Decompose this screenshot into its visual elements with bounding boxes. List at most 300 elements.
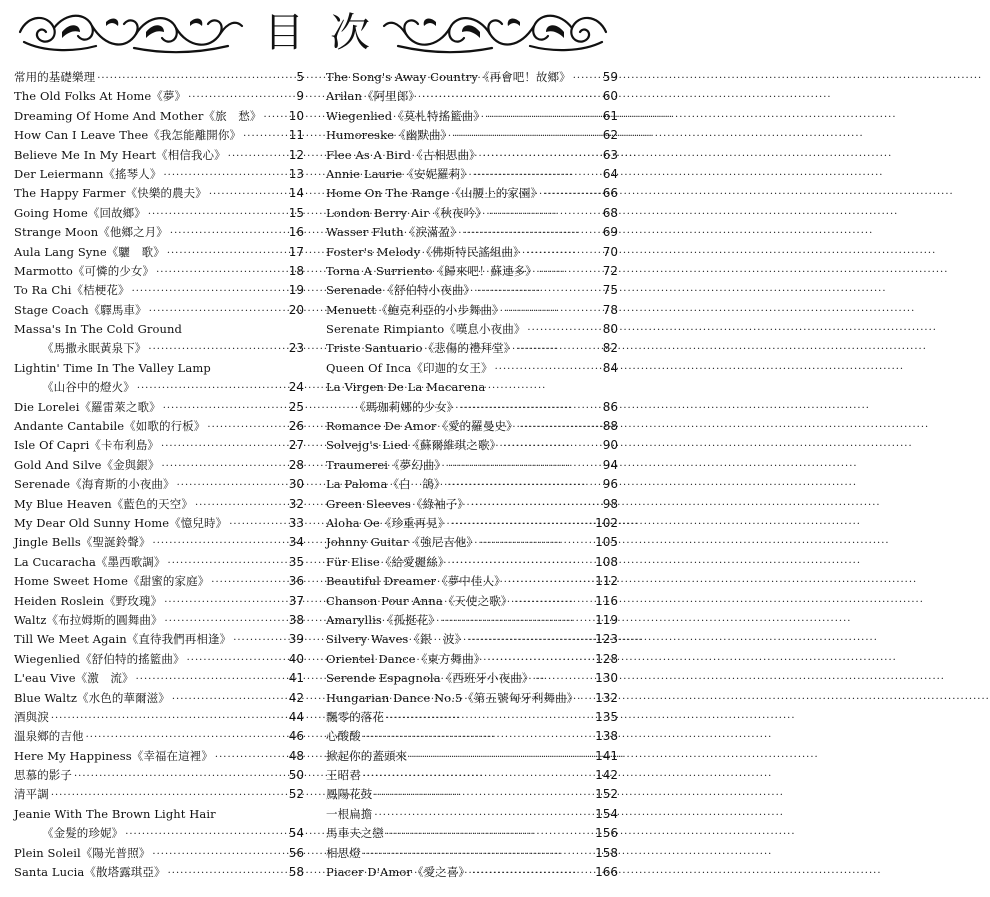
toc-entry[interactable] <box>14 165 304 184</box>
toc-entry-title: 心酸酸 <box>326 729 361 744</box>
dot-leader <box>135 379 288 398</box>
dot-leader <box>472 166 602 185</box>
toc-entry[interactable] <box>326 146 618 165</box>
toc-entry-title: La Virgen De La Macarena <box>326 380 486 395</box>
dot-leader <box>542 185 602 204</box>
dot-leader <box>458 399 602 418</box>
toc-entry[interactable] <box>326 320 618 339</box>
toc-entry-page-number: 10 <box>288 108 304 123</box>
dot-leader <box>161 399 288 418</box>
toc-entry-page-number: 78 <box>602 302 618 317</box>
toc-entry[interactable] <box>14 398 304 417</box>
toc-entry-title: Chanson Pour Anna《天使之歌》 <box>326 593 513 608</box>
toc-entry[interactable] <box>326 165 618 184</box>
toc-entry[interactable] <box>14 107 304 126</box>
dot-leader <box>446 476 603 495</box>
toc-entry[interactable] <box>14 87 304 106</box>
toc-entry-title: Green Sleeves《綠袖子》 <box>326 496 470 511</box>
toc-entry[interactable] <box>326 243 618 262</box>
dot-leader <box>186 88 288 107</box>
toc-entry-page-number: 48 <box>288 748 304 763</box>
toc-entry[interactable] <box>326 669 618 688</box>
dot-leader <box>361 728 595 747</box>
toc-entry-title: Traumerei《夢幻曲》 <box>326 457 447 472</box>
toc-entry-page-number: 152 <box>595 787 618 802</box>
dot-leader <box>470 864 595 883</box>
toc-entry[interactable] <box>14 281 304 300</box>
dot-leader <box>384 825 595 844</box>
toc-entry[interactable] <box>326 204 618 223</box>
toc-entry[interactable] <box>14 805 304 824</box>
dot-leader <box>72 767 288 786</box>
toc-entry-title: 清平調 <box>14 787 49 802</box>
toc-entry-title: L'eau Vive《激 流》 <box>14 671 134 686</box>
toc-entry-page-number: 62 <box>602 128 618 143</box>
toc-entry-title: Massa's In The Cold Ground <box>14 322 182 337</box>
toc-entry-page-number: 132 <box>595 690 618 705</box>
toc-entry-title: Going Home《回故鄉》 <box>14 205 146 220</box>
toc-entry-page-number: 88 <box>602 419 618 434</box>
toc-entry[interactable] <box>14 204 304 223</box>
toc-entry-title: Johnny Guitar《強尼吉他》 <box>326 535 479 550</box>
dot-leader <box>170 690 288 709</box>
toc-entry-title: Jeanie With The Brown Light Hair <box>14 806 216 821</box>
dot-leader <box>213 748 288 767</box>
toc-entry-title: Marmotto《可憐的少女》 <box>14 263 155 278</box>
toc-entry-title: Home On The Range《山腰上的家園》 <box>326 186 543 201</box>
toc-entry-page-number: 154 <box>595 806 618 821</box>
toc-entry-page-number: 156 <box>595 826 618 841</box>
dot-leader <box>150 845 288 864</box>
toc-entry-title: 一根扁擔 <box>326 806 373 821</box>
toc-entry[interactable] <box>326 262 618 281</box>
toc-entry[interactable] <box>326 281 618 300</box>
toc-entry[interactable] <box>14 747 304 766</box>
toc-entry-title: Der Leiermann《搖琴人》 <box>14 166 162 181</box>
toc-entry-title: Wasser Fluth《淚滿盈》 <box>326 225 462 240</box>
toc-entry-title: Hungarian Dance No.5《第五號匈牙利舞曲》 <box>326 690 579 705</box>
toc-entry-page-number: 34 <box>288 535 304 550</box>
dot-leader <box>49 786 288 805</box>
toc-entry-page-number: 28 <box>288 457 304 472</box>
dot-leader <box>175 476 288 495</box>
dot-leader <box>493 360 602 379</box>
toc-entry[interactable] <box>326 708 618 727</box>
dot-leader <box>512 593 595 612</box>
toc-entry-title: To Ra Chi《桔梗花》 <box>14 283 130 298</box>
toc-entry-title: Beautiful Dreamer《夢中佳人》 <box>326 574 506 589</box>
toc-entry-page-number: 46 <box>288 729 304 744</box>
dot-leader <box>504 302 602 321</box>
toc-entry[interactable] <box>14 669 304 688</box>
toc-entry[interactable] <box>326 68 618 87</box>
toc-entry[interactable] <box>326 359 618 378</box>
toc-entry-page-number: 18 <box>288 263 304 278</box>
toc-entry[interactable] <box>326 611 618 630</box>
toc-entry-title: Torna A Surriento《歸來吧！蘇連多》 <box>326 263 537 278</box>
dot-leader <box>146 340 288 359</box>
dot-leader <box>446 457 602 476</box>
toc-entry-page-number: 135 <box>595 709 618 724</box>
dot-leader <box>452 127 602 146</box>
toc-entry-title: 鳳陽花鼓 <box>326 787 373 802</box>
toc-entry-title: Plein Soleil《陽光普照》 <box>14 845 151 860</box>
toc-title-char-1: 目 <box>264 10 304 56</box>
dot-leader <box>525 244 602 263</box>
toc-entry-title: Flee As A Bird《古相思曲》 <box>326 147 481 162</box>
toc-entry[interactable] <box>14 689 304 708</box>
toc-entry[interactable] <box>14 68 304 87</box>
toc-entry[interactable] <box>14 301 304 320</box>
toc-entry[interactable] <box>14 824 304 843</box>
dot-leader <box>372 806 595 825</box>
dot-leader <box>161 166 288 185</box>
toc-entry[interactable] <box>326 87 618 106</box>
toc-entry-page-number: 66 <box>602 186 618 201</box>
toc-entry-title: Aloha Oe《珍重再見》 <box>326 515 450 530</box>
toc-entry-page-number: 69 <box>602 225 618 240</box>
toc-entry-page-number: 61 <box>602 108 618 123</box>
toc-entry-page-number: 56 <box>288 845 304 860</box>
toc-entry-title: 《馬撒永眠黃泉下》 <box>42 341 147 356</box>
dot-leader <box>515 340 602 359</box>
toc-entry-title: Aula Lang Syne《驪 歌》 <box>14 244 165 259</box>
toc-entry[interactable] <box>326 805 618 824</box>
toc-entry-title: Annie Laurie《安妮羅莉》 <box>326 166 472 181</box>
toc-entry-page-number: 12 <box>288 147 304 162</box>
toc-entry[interactable] <box>14 727 304 746</box>
toc-entry-title: 常用的基礎樂理 <box>14 70 96 84</box>
toc-entry-page-number: 26 <box>288 419 304 434</box>
toc-entry[interactable] <box>14 708 304 727</box>
toc-entry-page-number: 68 <box>602 205 618 220</box>
dot-leader <box>241 127 288 146</box>
toc-entry[interactable] <box>14 863 304 882</box>
dot-leader <box>440 612 595 631</box>
dot-leader <box>481 147 602 166</box>
toc-entry-title: London Berry Air《秋夜吟》 <box>326 205 487 220</box>
dot-leader <box>262 108 288 127</box>
dot-leader <box>533 670 595 689</box>
toc-entry-title: Serende Espagnola《西班牙小夜曲》 <box>326 671 534 686</box>
dot-leader <box>130 282 288 301</box>
toc-entry[interactable] <box>326 824 618 843</box>
toc-title-char-2: 次 <box>330 10 370 56</box>
toc-entry-title: Blue Waltz《水色的華爾滋》 <box>14 690 170 705</box>
dot-leader <box>185 651 288 670</box>
dot-leader <box>231 631 288 650</box>
toc-entry-page-number: 38 <box>288 612 304 627</box>
toc-entry-page-number: 52 <box>288 787 304 802</box>
toc-entry-title: The Old Folks At Home《夢》 <box>14 89 187 104</box>
toc-entry[interactable] <box>14 592 304 611</box>
toc-entry[interactable] <box>14 126 304 145</box>
toc-entry[interactable] <box>326 514 618 533</box>
toc-entry-page-number: 138 <box>595 729 618 744</box>
toc-entry[interactable] <box>14 785 304 804</box>
toc-entry-title: 酒與淚 <box>14 709 49 724</box>
toc-entry[interactable] <box>326 398 618 417</box>
toc-entry-title: 《金髮的珍妮》 <box>42 826 124 841</box>
toc-entry-page-number: 72 <box>602 263 618 278</box>
scroll-ornament-right <box>380 8 612 56</box>
toc-entry[interactable] <box>326 689 618 708</box>
toc-entry-title: Lightin' Time In The Valley Lamp <box>14 360 211 375</box>
toc-entry-page-number: 37 <box>288 593 304 608</box>
toc-entry-page-number: 128 <box>595 651 618 666</box>
toc-entry-page-number: 39 <box>288 632 304 647</box>
toc-entry[interactable] <box>326 107 618 126</box>
toc-entry-page-number: 17 <box>288 244 304 259</box>
toc-entry-title: My Blue Heaven《藍色的天空》 <box>14 496 193 511</box>
dot-leader <box>420 88 602 107</box>
dot-leader <box>227 515 288 534</box>
toc-entry[interactable] <box>14 339 304 358</box>
toc-entry-title: The Song's Away Country《再會吧！故鄉》 <box>326 70 571 84</box>
toc-entry-page-number: 32 <box>288 496 304 511</box>
toc-entry-page-number: 40 <box>288 651 304 666</box>
toc-entry-title: Menuett《鮑克利亞的小步舞曲》 <box>326 302 504 317</box>
toc-entry-page-number: 64 <box>602 166 618 181</box>
toc-entry-page-number: 20 <box>288 302 304 317</box>
toc-entry[interactable] <box>14 243 304 262</box>
toc-entry-page-number: 16 <box>288 225 304 240</box>
toc-entry-title: Triste Santuario《悲傷的禮拜堂》 <box>326 341 516 356</box>
toc-entry[interactable] <box>14 262 304 281</box>
toc-entry-page-number: 63 <box>602 147 618 162</box>
dot-leader <box>159 457 288 476</box>
toc-entry[interactable] <box>326 436 618 455</box>
toc-entry-title: Amaryllis《孤挺花》 <box>326 612 440 627</box>
toc-entry[interactable] <box>326 747 618 766</box>
dot-leader <box>207 185 288 204</box>
toc-entry-title: Waltz《布拉姆斯的圓舞曲》 <box>14 612 163 627</box>
toc-entry-title: Stage Coach《驛馬車》 <box>14 302 147 317</box>
toc-entry-title: Isle Of Capri《卡布利島》 <box>14 438 160 453</box>
toc-entry[interactable] <box>326 650 618 669</box>
scroll-ornament-left <box>14 8 246 56</box>
toc-entry-page-number: 112 <box>595 574 618 589</box>
toc-entry-title: Jingle Bells《聖誕鈴聲》 <box>14 535 151 550</box>
toc-entry[interactable] <box>14 572 304 591</box>
dot-leader <box>466 631 595 650</box>
dot-leader <box>147 302 288 321</box>
toc-entry-title: Queen Of Inca《印迦的女王》 <box>326 360 493 375</box>
toc-entry[interactable] <box>326 630 618 649</box>
toc-entry-title: Believe Me In My Heart《相信我心》 <box>14 147 226 162</box>
toc-entry-title: The Happy Farmer《快樂的農夫》 <box>14 186 207 201</box>
toc-entry[interactable] <box>14 456 304 475</box>
toc-entry-page-number: 80 <box>602 322 618 337</box>
toc-entry-page-number: 116 <box>595 593 618 608</box>
toc-entry[interactable] <box>326 475 618 494</box>
toc-entry-title: 《山谷中的燈火》 <box>42 380 135 395</box>
toc-entry[interactable] <box>326 378 618 397</box>
toc-entry[interactable] <box>326 572 618 591</box>
toc-entry[interactable] <box>14 146 304 165</box>
toc-entry[interactable] <box>326 592 618 611</box>
dot-leader <box>537 263 602 282</box>
toc-entry-page-number: 13 <box>288 166 304 181</box>
toc-entry-title: Serenate Rimpianto《嘆息小夜曲》 <box>326 322 526 337</box>
toc-entry-page-number: 50 <box>288 768 304 783</box>
toc-entry-page-number: 94 <box>602 457 618 472</box>
dot-leader <box>462 224 602 243</box>
toc-entry-title: Solvejg's Lied《蘇爾維琪之歌》 <box>326 438 502 453</box>
toc-entry-page-number: 75 <box>602 283 618 298</box>
toc-entry-page-number: 11 <box>288 128 304 143</box>
toc-entry[interactable] <box>326 785 618 804</box>
toc-entry-title: Serenade《舒伯特小夜曲》 <box>326 283 476 298</box>
dot-leader <box>449 515 595 534</box>
toc-entry-title: Romance De Amor《愛的羅曼史》 <box>326 419 518 434</box>
toc-entry-title: 王昭君 <box>326 768 361 783</box>
toc-entry-title: Gold And Silve《金與銀》 <box>14 457 160 472</box>
toc-entry-title: Foster's Melody《佛斯特民謠組曲》 <box>326 244 525 259</box>
dot-leader <box>578 690 595 709</box>
toc-entry[interactable] <box>326 301 618 320</box>
toc-entry-page-number: 15 <box>288 205 304 220</box>
toc-entry[interactable] <box>326 126 618 145</box>
dot-leader <box>193 496 288 515</box>
toc-entry[interactable] <box>14 514 304 533</box>
toc-entry[interactable] <box>326 844 618 863</box>
toc-entry-page-number: 166 <box>595 865 618 880</box>
toc-entry-page-number: 98 <box>602 496 618 511</box>
toc-entry-page-number: 9 <box>296 89 304 104</box>
dot-leader <box>525 321 602 340</box>
toc-entry-title: 掀起你的蓋頭來 <box>326 748 408 763</box>
toc-entry-title: Heiden Roslein《野玫瑰》 <box>14 593 163 608</box>
toc-entry-page-number: 90 <box>602 438 618 453</box>
dot-leader <box>209 573 288 592</box>
toc-entry[interactable] <box>14 436 304 455</box>
dot-leader <box>361 767 595 786</box>
toc-entry-title: La Cucaracha《墨西歌調》 <box>14 554 166 569</box>
dot-leader <box>506 573 595 592</box>
toc-entry-page-number: 5 <box>296 70 304 84</box>
toc-entry-title: Andante Cantabile《如歌的行板》 <box>14 419 206 434</box>
toc-entry[interactable] <box>14 611 304 630</box>
toc-entry[interactable] <box>14 650 304 669</box>
toc-entry[interactable] <box>14 359 304 378</box>
toc-column-right <box>326 68 618 882</box>
toc-entry-title: Silvery Waves《銀 波》 <box>326 632 467 647</box>
dot-leader <box>384 709 595 728</box>
toc-entry-page-number: 119 <box>595 612 618 627</box>
toc-entry-title: Für Elise《給愛麗絲》 <box>326 554 450 569</box>
toc-entry-title: My Dear Old Sunny Home《憶兒時》 <box>14 515 228 530</box>
toc-entry-page-number: 35 <box>288 554 304 569</box>
toc-entry-title: 相思燈 <box>326 845 361 860</box>
toc-entry-title: 馬車夫之戀 <box>326 826 384 841</box>
toc-entry-title: Strange Moon《他鄉之月》 <box>14 225 168 240</box>
toc-entry-page-number: 36 <box>288 574 304 589</box>
toc-entry-page-number: 60 <box>602 89 618 104</box>
toc-entry-title: Wiegenlied《莫札特搖籃曲》 <box>326 108 485 123</box>
toc-entry-page-number: 123 <box>595 632 618 647</box>
toc-entry-title: Serenade《海育斯的小夜曲》 <box>14 477 175 492</box>
toc-entry-page-number: 27 <box>288 438 304 453</box>
dot-leader <box>49 709 288 728</box>
dot-leader <box>151 534 288 553</box>
dot-leader <box>159 437 288 456</box>
toc-entry[interactable] <box>326 417 618 436</box>
toc-entry[interactable] <box>14 223 304 242</box>
dot-leader <box>475 282 602 301</box>
toc-entry-page-number: 142 <box>595 768 618 783</box>
dot-leader <box>162 593 288 612</box>
dot-leader <box>95 69 288 88</box>
dot-leader <box>518 418 602 437</box>
toc-entry-title: Home Sweet Home《甜蜜的家庭》 <box>14 574 210 589</box>
toc-entry-page-number: 14 <box>288 186 304 201</box>
dot-leader <box>205 418 288 437</box>
toc-entry-page-number: 96 <box>602 477 618 492</box>
dot-leader <box>163 612 288 631</box>
toc-entry-page-number: 84 <box>602 360 618 375</box>
toc-entry-page-number: 108 <box>595 554 618 569</box>
toc-entry[interactable] <box>14 320 304 339</box>
toc-entry-page-number: 70 <box>602 244 618 259</box>
toc-entry[interactable] <box>14 417 304 436</box>
toc-entry-title: 溫泉鄉的吉他 <box>14 729 84 744</box>
toc-entry[interactable] <box>326 766 618 785</box>
toc-entry[interactable] <box>14 184 304 203</box>
toc-entry[interactable] <box>326 223 618 242</box>
toc-entry[interactable] <box>14 553 304 572</box>
dot-leader <box>487 205 602 224</box>
dot-leader <box>361 845 595 864</box>
toc-entry-page-number: 41 <box>288 671 304 686</box>
dot-leader <box>123 825 288 844</box>
toc-entry[interactable] <box>14 766 304 785</box>
toc-entry[interactable] <box>326 533 618 552</box>
dot-leader <box>146 205 288 224</box>
dot-leader <box>372 786 595 805</box>
toc-entry-page-number: 58 <box>288 865 304 880</box>
toc-entry[interactable] <box>14 630 304 649</box>
toc-entry[interactable] <box>326 339 618 358</box>
toc-entry[interactable] <box>326 456 618 475</box>
toc-entry-page-number: 33 <box>288 515 304 530</box>
toc-entry[interactable] <box>14 378 304 397</box>
toc-entry[interactable] <box>14 844 304 863</box>
toc-entry[interactable] <box>14 533 304 552</box>
toc-entry[interactable] <box>326 184 618 203</box>
toc-entry-title: Piacer D'Amor《愛之喜》 <box>326 865 470 880</box>
toc-entry[interactable] <box>326 727 618 746</box>
toc-entry-title: Arilan《阿里郎》 <box>326 89 421 104</box>
toc-entry-title: Humoreske《幽默曲》 <box>326 128 453 143</box>
toc-entry-page-number: 130 <box>595 671 618 686</box>
toc-entry[interactable] <box>326 863 618 882</box>
toc-entry[interactable] <box>326 495 618 514</box>
toc-entry-page-number: 158 <box>595 845 618 860</box>
toc-entry[interactable] <box>14 475 304 494</box>
toc-entry-title: Till We Meet Again《直待我們再相逢》 <box>14 632 232 647</box>
dot-leader <box>166 554 288 573</box>
toc-entry-title: 《瑪珈莉娜的少女》 <box>354 399 459 414</box>
toc-entry-title: Die Lorelei《羅雷萊之歌》 <box>14 399 161 414</box>
toc-entry[interactable] <box>326 553 618 572</box>
toc-entry[interactable] <box>14 495 304 514</box>
toc-entry-page-number: 42 <box>288 690 304 705</box>
dot-leader <box>134 670 288 689</box>
toc-entry-title: Santa Lucia《散塔露琪亞》 <box>14 865 166 880</box>
toc-entry-page-number: 59 <box>602 70 618 84</box>
dot-leader <box>168 224 288 243</box>
